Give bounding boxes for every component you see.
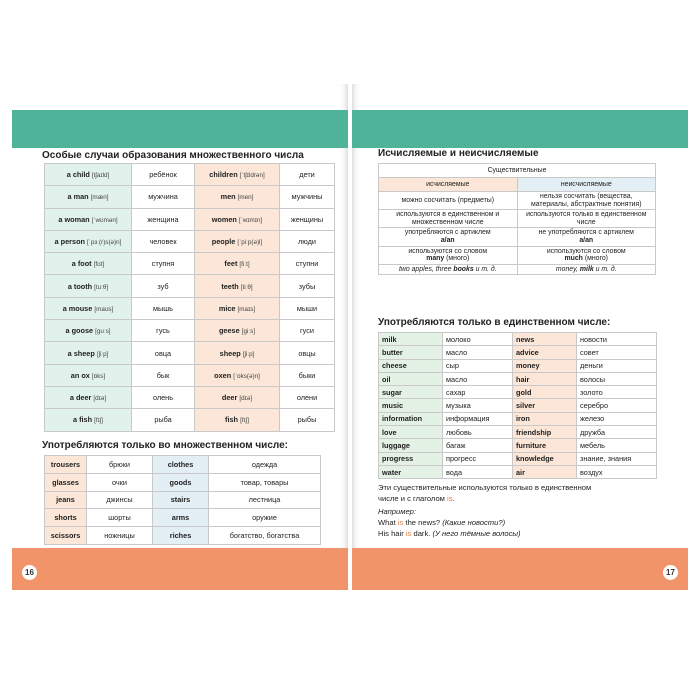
countable-cell: используются со словом many (много) — [379, 246, 518, 264]
top-band — [12, 110, 348, 148]
plural-word: deer [dɪə] — [195, 386, 280, 408]
left-page — [12, 84, 348, 590]
singular-section-title: Употребляются только в единственном числе: — [378, 317, 611, 328]
word: water — [379, 465, 443, 478]
translation: новости — [577, 333, 657, 346]
plural-word: teeth [tiːθ] — [195, 275, 280, 297]
translation: ножницы — [87, 527, 153, 545]
translation: серебро — [577, 399, 657, 412]
translation: дружба — [577, 426, 657, 439]
singular-word: a sheep [ʃiːp] — [45, 342, 132, 364]
singular-translation: овца — [132, 342, 195, 364]
uncountable-cell: используются только в единственном числе — [517, 210, 656, 228]
uncountable-cell: используются со словом much (много) — [517, 246, 656, 264]
note-line-2: числе и с глаголом is. — [378, 493, 455, 503]
word: iron — [513, 412, 577, 425]
table-row — [379, 264, 656, 275]
word: glasses — [45, 473, 87, 491]
translation: знание, знания — [577, 452, 657, 465]
singular-translation: человек — [132, 230, 195, 252]
countable-header: исчисляемые — [379, 178, 518, 192]
singular-word: a goose [ɡuːs] — [45, 320, 132, 342]
plural-word: geese [ɡiːs] — [195, 320, 280, 342]
translation: сыр — [443, 359, 513, 372]
word: butter — [379, 346, 443, 359]
table-row — [379, 346, 657, 359]
translation: прогресс — [443, 452, 513, 465]
table-row — [45, 473, 321, 491]
translation: молоко — [443, 333, 513, 346]
word: riches — [153, 527, 209, 545]
word: advice — [513, 346, 577, 359]
singular-translation: мужчина — [132, 186, 195, 208]
table-row — [45, 320, 335, 342]
table-row — [379, 228, 656, 246]
singular-word: a tooth [tuːθ] — [45, 275, 132, 297]
table-row — [45, 456, 321, 474]
table-row — [45, 186, 335, 208]
example-label: Например: — [378, 507, 417, 517]
singular-word: a deer [dɪə] — [45, 386, 132, 408]
table-row — [45, 342, 335, 364]
table-header-row — [379, 164, 656, 178]
word: knowledge — [513, 452, 577, 465]
singular-translation: рыба — [132, 409, 195, 431]
table-row — [379, 399, 657, 412]
singular-word: a person [ˈpɜː(r)s(ə)n] — [45, 230, 132, 252]
table-row — [379, 210, 656, 228]
uncountable-cell: нельзя сосчитать (вещества, материалы, абстрактные понятия) — [517, 192, 656, 210]
table-row — [379, 386, 657, 399]
plural-translation: гуси — [280, 320, 335, 342]
translation: шорты — [87, 509, 153, 527]
plural-only-table — [44, 455, 321, 545]
plural-word: sheep [ʃiːp] — [195, 342, 280, 364]
table-row — [45, 364, 335, 386]
table-row — [379, 412, 657, 425]
translation: масло — [443, 346, 513, 359]
bottom-band — [12, 548, 348, 590]
plural-table — [44, 163, 335, 432]
word: love — [379, 426, 443, 439]
plural-translation: зубы — [280, 275, 335, 297]
table-row — [45, 386, 335, 408]
table-row — [379, 465, 657, 478]
plural-translation: женщины — [280, 208, 335, 230]
plural-word: fish [fɪʃ] — [195, 409, 280, 431]
word: stairs — [153, 491, 209, 509]
right-page — [352, 84, 688, 590]
word: clothes — [153, 456, 209, 474]
table-row — [45, 409, 335, 431]
singular-word: a fish [fɪʃ] — [45, 409, 132, 431]
word: scissors — [45, 527, 87, 545]
word: information — [379, 412, 443, 425]
singular-translation: бык — [132, 364, 195, 386]
plural-word: people [ˈpiːp(ə)l] — [195, 230, 280, 252]
translation: оружие — [209, 509, 321, 527]
word: progress — [379, 452, 443, 465]
singular-word: a child [tʃaɪld] — [45, 164, 132, 186]
word: furniture — [513, 439, 577, 452]
word: gold — [513, 386, 577, 399]
table-row — [379, 426, 657, 439]
translation: вода — [443, 465, 513, 478]
translation: деньги — [577, 359, 657, 372]
table-row — [45, 509, 321, 527]
singular-translation: гусь — [132, 320, 195, 342]
plural-translation: мыши — [280, 297, 335, 319]
countable-uncountable-table — [378, 163, 656, 275]
example-2: His hair is dark. (У него тёмные волосы) — [378, 528, 521, 538]
plural-translation: ступни — [280, 253, 335, 275]
table-row — [379, 452, 657, 465]
translation: богатство, богатства — [209, 527, 321, 545]
singular-translation: мышь — [132, 297, 195, 319]
table-row — [45, 275, 335, 297]
table-row — [45, 164, 335, 186]
countable-cell: two apples, three books и т. д. — [379, 264, 518, 275]
page-number: 16 — [22, 565, 37, 580]
singular-translation: ступня — [132, 253, 195, 275]
table-row — [45, 253, 335, 275]
singular-translation: женщина — [132, 208, 195, 230]
bottom-band — [352, 548, 688, 590]
translation: совет — [577, 346, 657, 359]
singular-only-table — [378, 332, 657, 479]
plural-word: mice [maɪs] — [195, 297, 280, 319]
plural-only-title: Употребляются только во множественном числе: — [42, 440, 289, 451]
plural-translation: дети — [280, 164, 335, 186]
singular-translation: ребёнок — [132, 164, 195, 186]
word: hair — [513, 372, 577, 385]
table-row — [379, 192, 656, 210]
note-line-1: Эти существительные используются только в единственном — [378, 483, 592, 492]
translation: железо — [577, 412, 657, 425]
uncountable-header: неисчисляемые — [517, 178, 656, 192]
translation: товар, товары — [209, 473, 321, 491]
plural-word: oxen [ˈɒks(ə)n] — [195, 364, 280, 386]
table-row — [379, 439, 657, 452]
singular-word: a man [mæn] — [45, 186, 132, 208]
translation: масло — [443, 372, 513, 385]
word: music — [379, 399, 443, 412]
word: friendship — [513, 426, 577, 439]
word: arms — [153, 509, 209, 527]
translation: информация — [443, 412, 513, 425]
singular-translation: олень — [132, 386, 195, 408]
translation: сахар — [443, 386, 513, 399]
translation: брюки — [87, 456, 153, 474]
countable-cell: используются в единственном и множественном числе — [379, 210, 518, 228]
translation: воздух — [577, 465, 657, 478]
countable-cell: можно сосчитать (предметы) — [379, 192, 518, 210]
plural-word: women [ˈwɪmɪn] — [195, 208, 280, 230]
translation: волосы — [577, 372, 657, 385]
word: milk — [379, 333, 443, 346]
note-text — [378, 483, 591, 539]
word: news — [513, 333, 577, 346]
translation: музыка — [443, 399, 513, 412]
word: sugar — [379, 386, 443, 399]
table-row — [379, 333, 657, 346]
table-row — [45, 230, 335, 252]
word: trousers — [45, 456, 87, 474]
singular-word: a mouse [maʊs] — [45, 297, 132, 319]
translation: любовь — [443, 426, 513, 439]
table-row — [379, 359, 657, 372]
word: money — [513, 359, 577, 372]
singular-word: a woman [ˈwʊmən] — [45, 208, 132, 230]
plural-translation: олени — [280, 386, 335, 408]
word: oil — [379, 372, 443, 385]
plural-section-title: Особые случаи образования множественного числа — [42, 150, 304, 161]
plural-word: feet [fiːt] — [195, 253, 280, 275]
translation: одежда — [209, 456, 321, 474]
word: cheese — [379, 359, 443, 372]
word: shorts — [45, 509, 87, 527]
table-row — [45, 208, 335, 230]
countable-section-title: Исчисляемые и неисчисляемые — [378, 148, 539, 159]
page-number: 17 — [663, 565, 678, 580]
uncountable-cell: не употребляются с артиклем a/an — [517, 228, 656, 246]
translation: мебель — [577, 439, 657, 452]
table-row — [45, 527, 321, 545]
example-1: What is the news? (Какие новости?) — [378, 517, 506, 527]
word: air — [513, 465, 577, 478]
plural-translation: мужчины — [280, 186, 335, 208]
singular-translation: зуб — [132, 275, 195, 297]
plural-translation: люди — [280, 230, 335, 252]
table-row — [379, 372, 657, 385]
translation: лестница — [209, 491, 321, 509]
translation: джинсы — [87, 491, 153, 509]
countable-cell: употребляются с артиклем a/an — [379, 228, 518, 246]
translation: багаж — [443, 439, 513, 452]
plural-translation: быки — [280, 364, 335, 386]
uncountable-cell: money, milk и т. д. — [517, 264, 656, 275]
table-row — [45, 491, 321, 509]
plural-translation: рыбы — [280, 409, 335, 431]
top-band — [352, 110, 688, 148]
word: luggage — [379, 439, 443, 452]
table-row — [379, 246, 656, 264]
translation: золото — [577, 386, 657, 399]
table-header: Существительные — [379, 164, 656, 178]
translation: очки — [87, 473, 153, 491]
table-header-row — [379, 178, 656, 192]
table-row — [45, 297, 335, 319]
word: jeans — [45, 491, 87, 509]
singular-word: an ox [ɒks] — [45, 364, 132, 386]
word: silver — [513, 399, 577, 412]
plural-word: children [ˈtʃɪldrən] — [195, 164, 280, 186]
plural-word: men [men] — [195, 186, 280, 208]
plural-translation: овцы — [280, 342, 335, 364]
singular-word: a foot [fʊt] — [45, 253, 132, 275]
word: goods — [153, 473, 209, 491]
